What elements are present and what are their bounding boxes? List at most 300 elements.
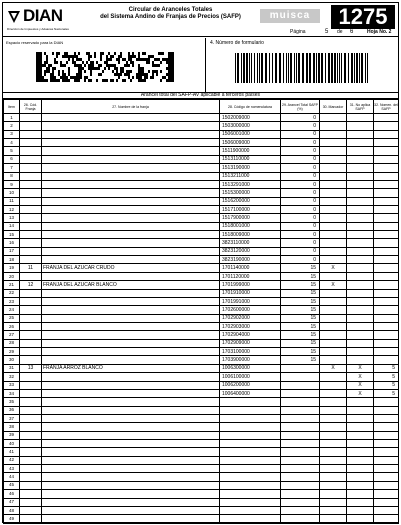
row-codigo-nomenclatura[interactable]: 1701120000 (220, 272, 281, 280)
row-nomen-safp[interactable] (374, 448, 399, 456)
row-nomen-safp[interactable] (374, 122, 399, 130)
row-marcador[interactable] (320, 381, 347, 389)
row-nombre-franja[interactable] (42, 381, 220, 389)
row-nombre-franja[interactable] (42, 122, 220, 130)
row-marcador[interactable] (320, 356, 347, 364)
row-marcador[interactable] (320, 406, 347, 414)
row-item[interactable]: 27 (4, 331, 20, 339)
row-arancel-total[interactable]: 15 (281, 281, 320, 289)
row-no-aplica[interactable] (347, 414, 374, 422)
row-item[interactable]: 36 (4, 406, 20, 414)
row-nomen-safp[interactable] (374, 197, 399, 205)
row-codigo-nomenclatura[interactable]: 1511900000 (220, 147, 281, 155)
row-cod-franja[interactable] (20, 373, 42, 381)
row-item[interactable]: 30 (4, 356, 20, 364)
row-codigo-nomenclatura[interactable]: 1502009000 (220, 114, 281, 122)
row-item[interactable]: 20 (4, 272, 20, 280)
row-nomen-safp[interactable] (374, 348, 399, 356)
row-marcador[interactable] (320, 306, 347, 314)
row-codigo-nomenclatura[interactable] (220, 506, 281, 514)
row-item[interactable]: 13 (4, 214, 20, 222)
row-no-aplica[interactable] (347, 272, 374, 280)
row-codigo-nomenclatura[interactable]: 1006300000 (220, 364, 281, 372)
row-item[interactable]: 29 (4, 348, 20, 356)
row-codigo-nomenclatura[interactable]: 3823120000 (220, 247, 281, 255)
row-arancel-total[interactable]: 0 (281, 214, 320, 222)
row-nomen-safp[interactable] (374, 473, 399, 481)
row-cod-franja[interactable] (20, 356, 42, 364)
row-marcador[interactable] (320, 331, 347, 339)
row-nomen-safp[interactable] (374, 314, 399, 322)
row-no-aplica[interactable] (347, 264, 374, 272)
row-item[interactable]: 10 (4, 189, 20, 197)
row-arancel-total[interactable]: 15 (281, 264, 320, 272)
row-item[interactable]: 33 (4, 381, 20, 389)
row-nombre-franja[interactable] (42, 406, 220, 414)
row-cod-franja[interactable] (20, 214, 42, 222)
row-nombre-franja[interactable] (42, 147, 220, 155)
row-nombre-franja[interactable] (42, 164, 220, 172)
row-no-aplica[interactable] (347, 289, 374, 297)
row-cod-franja[interactable] (20, 155, 42, 163)
row-no-aplica[interactable] (347, 189, 374, 197)
row-cod-franja[interactable] (20, 122, 42, 130)
row-arancel-total[interactable]: 15 (281, 289, 320, 297)
row-nombre-franja[interactable] (42, 473, 220, 481)
row-nomen-safp[interactable]: 5 (374, 389, 399, 397)
row-arancel-total[interactable]: 0 (281, 256, 320, 264)
row-nombre-franja[interactable] (42, 456, 220, 464)
row-no-aplica[interactable] (347, 281, 374, 289)
row-arancel-total[interactable]: 15 (281, 272, 320, 280)
row-nombre-franja[interactable] (42, 506, 220, 514)
row-nomen-safp[interactable] (374, 247, 399, 255)
row-cod-franja[interactable] (20, 297, 42, 305)
row-cod-franja[interactable] (20, 473, 42, 481)
row-arancel-total[interactable]: 0 (281, 155, 320, 163)
row-cod-franja[interactable] (20, 431, 42, 439)
row-nomen-safp[interactable] (374, 139, 399, 147)
row-nombre-franja[interactable] (42, 398, 220, 406)
row-nomen-safp[interactable] (374, 297, 399, 305)
row-cod-franja[interactable] (20, 222, 42, 230)
row-no-aplica[interactable] (347, 398, 374, 406)
row-no-aplica[interactable] (347, 256, 374, 264)
row-codigo-nomenclatura[interactable] (220, 456, 281, 464)
row-no-aplica[interactable] (347, 314, 374, 322)
row-cod-franja[interactable]: 12 (20, 281, 42, 289)
row-arancel-total[interactable]: 15 (281, 306, 320, 314)
row-item[interactable]: 47 (4, 498, 20, 506)
row-marcador[interactable] (320, 456, 347, 464)
row-no-aplica[interactable] (347, 222, 374, 230)
row-codigo-nomenclatura[interactable]: 1506009000 (220, 139, 281, 147)
row-no-aplica[interactable] (347, 481, 374, 489)
row-codigo-nomenclatura[interactable]: 1503000000 (220, 122, 281, 130)
row-item[interactable]: 15 (4, 231, 20, 239)
row-nomen-safp[interactable] (374, 130, 399, 138)
row-no-aplica[interactable] (347, 473, 374, 481)
row-nomen-safp[interactable] (374, 515, 399, 523)
row-codigo-nomenclatura[interactable] (220, 515, 281, 523)
row-codigo-nomenclatura[interactable]: 1517100000 (220, 205, 281, 213)
row-cod-franja[interactable] (20, 414, 42, 422)
row-nombre-franja[interactable] (42, 339, 220, 347)
row-cod-franja[interactable] (20, 515, 42, 523)
row-cod-franja[interactable]: 11 (20, 264, 42, 272)
row-codigo-nomenclatura[interactable]: 1703900000 (220, 356, 281, 364)
row-nomen-safp[interactable] (374, 481, 399, 489)
row-nomen-safp[interactable] (374, 356, 399, 364)
row-marcador[interactable] (320, 348, 347, 356)
row-cod-franja[interactable] (20, 322, 42, 330)
row-codigo-nomenclatura[interactable]: 1516200000 (220, 197, 281, 205)
row-item[interactable]: 17 (4, 247, 20, 255)
row-no-aplica[interactable]: X (347, 381, 374, 389)
row-arancel-total[interactable] (281, 506, 320, 514)
row-arancel-total[interactable] (281, 465, 320, 473)
row-no-aplica[interactable] (347, 306, 374, 314)
row-codigo-nomenclatura[interactable]: 1517900000 (220, 214, 281, 222)
row-cod-franja[interactable] (20, 114, 42, 122)
row-no-aplica[interactable]: X (347, 373, 374, 381)
row-cod-franja[interactable] (20, 406, 42, 414)
row-item[interactable]: 18 (4, 256, 20, 264)
row-nomen-safp[interactable] (374, 114, 399, 122)
row-item[interactable]: 14 (4, 222, 20, 230)
row-nombre-franja[interactable] (42, 373, 220, 381)
row-nombre-franja[interactable] (42, 205, 220, 213)
row-nomen-safp[interactable] (374, 423, 399, 431)
row-nombre-franja[interactable] (42, 114, 220, 122)
row-nombre-franja[interactable] (42, 239, 220, 247)
row-marcador[interactable] (320, 214, 347, 222)
row-nombre-franja[interactable] (42, 297, 220, 305)
row-nomen-safp[interactable] (374, 214, 399, 222)
row-no-aplica[interactable] (347, 231, 374, 239)
row-item[interactable]: 4 (4, 139, 20, 147)
row-marcador[interactable] (320, 289, 347, 297)
row-marcador[interactable] (320, 339, 347, 347)
row-codigo-nomenclatura[interactable]: 1006400000 (220, 389, 281, 397)
row-nomen-safp[interactable]: 5 (374, 373, 399, 381)
row-item[interactable]: 3 (4, 130, 20, 138)
row-nomen-safp[interactable] (374, 506, 399, 514)
row-no-aplica[interactable] (347, 214, 374, 222)
row-nombre-franja[interactable] (42, 214, 220, 222)
row-no-aplica[interactable] (347, 130, 374, 138)
row-nombre-franja[interactable] (42, 314, 220, 322)
row-item[interactable]: 25 (4, 314, 20, 322)
row-codigo-nomenclatura[interactable]: 1702903000 (220, 322, 281, 330)
row-cod-franja[interactable] (20, 205, 42, 213)
row-no-aplica[interactable] (347, 440, 374, 448)
row-nombre-franja[interactable] (42, 331, 220, 339)
row-cod-franja[interactable] (20, 339, 42, 347)
row-cod-franja[interactable] (20, 314, 42, 322)
row-cod-franja[interactable] (20, 139, 42, 147)
row-cod-franja[interactable] (20, 189, 42, 197)
row-codigo-nomenclatura[interactable] (220, 473, 281, 481)
row-codigo-nomenclatura[interactable]: 3823190000 (220, 256, 281, 264)
row-item[interactable]: 35 (4, 398, 20, 406)
row-marcador[interactable] (320, 247, 347, 255)
row-nomen-safp[interactable] (374, 189, 399, 197)
row-codigo-nomenclatura[interactable] (220, 423, 281, 431)
row-cod-franja[interactable] (20, 506, 42, 514)
row-no-aplica[interactable] (347, 515, 374, 523)
row-item[interactable]: 46 (4, 490, 20, 498)
row-arancel-total[interactable]: 0 (281, 147, 320, 155)
row-nomen-safp[interactable] (374, 490, 399, 498)
row-codigo-nomenclatura[interactable]: 1513211000 (220, 172, 281, 180)
row-codigo-nomenclatura[interactable]: 1701991000 (220, 297, 281, 305)
row-no-aplica[interactable] (347, 205, 374, 213)
row-marcador[interactable] (320, 414, 347, 422)
row-marcador[interactable] (320, 222, 347, 230)
row-no-aplica[interactable] (347, 406, 374, 414)
row-cod-franja[interactable]: 13 (20, 364, 42, 372)
row-nombre-franja[interactable] (42, 414, 220, 422)
row-item[interactable]: 42 (4, 456, 20, 464)
row-nomen-safp[interactable] (374, 465, 399, 473)
row-nombre-franja[interactable] (42, 130, 220, 138)
row-no-aplica[interactable] (347, 331, 374, 339)
row-marcador[interactable] (320, 297, 347, 305)
row-arancel-total[interactable]: 0 (281, 180, 320, 188)
row-nomen-safp[interactable] (374, 205, 399, 213)
row-codigo-nomenclatura[interactable] (220, 448, 281, 456)
row-nomen-safp[interactable] (374, 331, 399, 339)
row-cod-franja[interactable] (20, 147, 42, 155)
row-arancel-total[interactable]: 0 (281, 197, 320, 205)
row-no-aplica[interactable] (347, 239, 374, 247)
row-codigo-nomenclatura[interactable]: 1703100000 (220, 348, 281, 356)
row-marcador[interactable] (320, 114, 347, 122)
row-nombre-franja[interactable] (42, 322, 220, 330)
row-marcador[interactable] (320, 197, 347, 205)
row-no-aplica[interactable] (347, 180, 374, 188)
row-cod-franja[interactable] (20, 289, 42, 297)
row-marcador[interactable] (320, 398, 347, 406)
row-arancel-total[interactable] (281, 490, 320, 498)
row-marcador[interactable] (320, 231, 347, 239)
row-codigo-nomenclatura[interactable]: 1701140000 (220, 264, 281, 272)
row-codigo-nomenclatura[interactable] (220, 406, 281, 414)
row-item[interactable]: 24 (4, 306, 20, 314)
row-marcador[interactable] (320, 314, 347, 322)
row-marcador[interactable] (320, 122, 347, 130)
row-no-aplica[interactable] (347, 348, 374, 356)
row-nombre-franja[interactable] (42, 222, 220, 230)
row-marcador[interactable] (320, 490, 347, 498)
row-nomen-safp[interactable] (374, 155, 399, 163)
row-codigo-nomenclatura[interactable]: 3823110000 (220, 239, 281, 247)
row-no-aplica[interactable] (347, 297, 374, 305)
row-arancel-total[interactable] (281, 456, 320, 464)
row-arancel-total[interactable]: 15 (281, 314, 320, 322)
row-item[interactable]: 2 (4, 122, 20, 130)
row-no-aplica[interactable] (347, 490, 374, 498)
row-cod-franja[interactable] (20, 197, 42, 205)
row-marcador[interactable] (320, 465, 347, 473)
row-codigo-nomenclatura[interactable] (220, 398, 281, 406)
row-marcador[interactable] (320, 139, 347, 147)
row-cod-franja[interactable] (20, 498, 42, 506)
row-arancel-total[interactable]: 15 (281, 297, 320, 305)
row-nomen-safp[interactable] (374, 406, 399, 414)
row-nombre-franja[interactable] (42, 498, 220, 506)
row-arancel-total[interactable]: 15 (281, 322, 320, 330)
row-codigo-nomenclatura[interactable]: 1006200000 (220, 381, 281, 389)
row-no-aplica[interactable] (347, 356, 374, 364)
row-marcador[interactable] (320, 322, 347, 330)
row-no-aplica[interactable] (347, 506, 374, 514)
row-nomen-safp[interactable] (374, 256, 399, 264)
row-cod-franja[interactable] (20, 256, 42, 264)
row-arancel-total[interactable]: 0 (281, 222, 320, 230)
row-nomen-safp[interactable]: 5 (374, 364, 399, 372)
row-nombre-franja[interactable] (42, 423, 220, 431)
row-codigo-nomenclatura[interactable]: 1506001000 (220, 130, 281, 138)
row-cod-franja[interactable] (20, 272, 42, 280)
row-codigo-nomenclatura[interactable]: 1701999000 (220, 281, 281, 289)
row-cod-franja[interactable] (20, 180, 42, 188)
row-arancel-total[interactable] (281, 440, 320, 448)
row-nomen-safp[interactable] (374, 172, 399, 180)
row-nombre-franja[interactable] (42, 306, 220, 314)
row-nombre-franja[interactable] (42, 231, 220, 239)
row-cod-franja[interactable] (20, 247, 42, 255)
row-codigo-nomenclatura[interactable] (220, 490, 281, 498)
row-nomen-safp[interactable] (374, 222, 399, 230)
row-nomen-safp[interactable] (374, 456, 399, 464)
row-marcador[interactable] (320, 272, 347, 280)
row-no-aplica[interactable] (347, 448, 374, 456)
row-cod-franja[interactable] (20, 164, 42, 172)
row-arancel-total[interactable] (281, 473, 320, 481)
row-no-aplica[interactable] (347, 465, 374, 473)
row-item[interactable]: 26 (4, 322, 20, 330)
row-arancel-total[interactable]: 15 (281, 339, 320, 347)
row-cod-franja[interactable] (20, 172, 42, 180)
row-marcador[interactable]: X (320, 364, 347, 372)
row-nomen-safp[interactable] (374, 147, 399, 155)
row-nombre-franja[interactable] (42, 139, 220, 147)
row-arancel-total[interactable]: 0 (281, 114, 320, 122)
row-arancel-total[interactable] (281, 381, 320, 389)
row-arancel-total[interactable]: 15 (281, 331, 320, 339)
row-arancel-total[interactable]: 0 (281, 122, 320, 130)
row-nombre-franja[interactable] (42, 490, 220, 498)
row-nomen-safp[interactable] (374, 414, 399, 422)
row-codigo-nomenclatura[interactable]: 1702904000 (220, 331, 281, 339)
row-item[interactable]: 48 (4, 506, 20, 514)
row-nombre-franja[interactable] (42, 189, 220, 197)
row-codigo-nomenclatura[interactable]: 1515300000 (220, 189, 281, 197)
row-cod-franja[interactable] (20, 130, 42, 138)
row-nomen-safp[interactable] (374, 264, 399, 272)
row-no-aplica[interactable] (347, 322, 374, 330)
row-marcador[interactable] (320, 164, 347, 172)
row-codigo-nomenclatura[interactable]: 1006100000 (220, 373, 281, 381)
row-item[interactable]: 32 (4, 373, 20, 381)
row-marcador[interactable] (320, 205, 347, 213)
row-cod-franja[interactable] (20, 389, 42, 397)
row-nombre-franja[interactable] (42, 256, 220, 264)
row-nombre-franja[interactable] (42, 247, 220, 255)
row-item[interactable]: 38 (4, 423, 20, 431)
row-nombre-franja[interactable] (42, 481, 220, 489)
row-codigo-nomenclatura[interactable] (220, 440, 281, 448)
row-no-aplica[interactable] (347, 122, 374, 130)
row-arancel-total[interactable]: 15 (281, 348, 320, 356)
row-codigo-nomenclatura[interactable]: 1513190000 (220, 164, 281, 172)
row-marcador[interactable] (320, 373, 347, 381)
row-no-aplica[interactable] (347, 147, 374, 155)
row-marcador[interactable] (320, 423, 347, 431)
row-no-aplica[interactable] (347, 172, 374, 180)
row-item[interactable]: 22 (4, 289, 20, 297)
row-item[interactable]: 49 (4, 515, 20, 523)
row-arancel-total[interactable] (281, 431, 320, 439)
row-codigo-nomenclatura[interactable]: 1702600000 (220, 306, 281, 314)
row-cod-franja[interactable] (20, 348, 42, 356)
row-nomen-safp[interactable] (374, 306, 399, 314)
row-item[interactable]: 39 (4, 431, 20, 439)
row-item[interactable]: 44 (4, 473, 20, 481)
row-nombre-franja[interactable] (42, 172, 220, 180)
row-item[interactable]: 12 (4, 205, 20, 213)
row-no-aplica[interactable] (347, 164, 374, 172)
row-item[interactable]: 8 (4, 172, 20, 180)
row-no-aplica[interactable] (347, 247, 374, 255)
row-nomen-safp[interactable] (374, 498, 399, 506)
row-marcador[interactable] (320, 473, 347, 481)
row-nomen-safp[interactable] (374, 164, 399, 172)
row-item[interactable]: 28 (4, 339, 20, 347)
row-item[interactable]: 16 (4, 239, 20, 247)
row-no-aplica[interactable]: X (347, 389, 374, 397)
row-nombre-franja[interactable] (42, 348, 220, 356)
row-cod-franja[interactable] (20, 423, 42, 431)
row-nombre-franja[interactable] (42, 155, 220, 163)
row-cod-franja[interactable] (20, 398, 42, 406)
row-cod-franja[interactable] (20, 381, 42, 389)
row-marcador[interactable] (320, 431, 347, 439)
row-marcador[interactable] (320, 389, 347, 397)
row-nombre-franja[interactable]: FRANJA ARROZ BLANCO (42, 364, 220, 372)
row-nombre-franja[interactable] (42, 272, 220, 280)
row-arancel-total[interactable] (281, 414, 320, 422)
row-item[interactable]: 11 (4, 197, 20, 205)
row-arancel-total[interactable]: 0 (281, 172, 320, 180)
row-nombre-franja[interactable] (42, 515, 220, 523)
row-arancel-total[interactable]: 0 (281, 247, 320, 255)
row-marcador[interactable] (320, 155, 347, 163)
row-nombre-franja[interactable] (42, 465, 220, 473)
row-nomen-safp[interactable] (374, 322, 399, 330)
row-item[interactable]: 23 (4, 297, 20, 305)
row-cod-franja[interactable] (20, 490, 42, 498)
row-arancel-total[interactable] (281, 448, 320, 456)
row-marcador[interactable] (320, 180, 347, 188)
row-cod-franja[interactable] (20, 440, 42, 448)
row-arancel-total[interactable]: 0 (281, 205, 320, 213)
row-nombre-franja[interactable] (42, 440, 220, 448)
row-nomen-safp[interactable] (374, 339, 399, 347)
row-arancel-total[interactable] (281, 364, 320, 372)
